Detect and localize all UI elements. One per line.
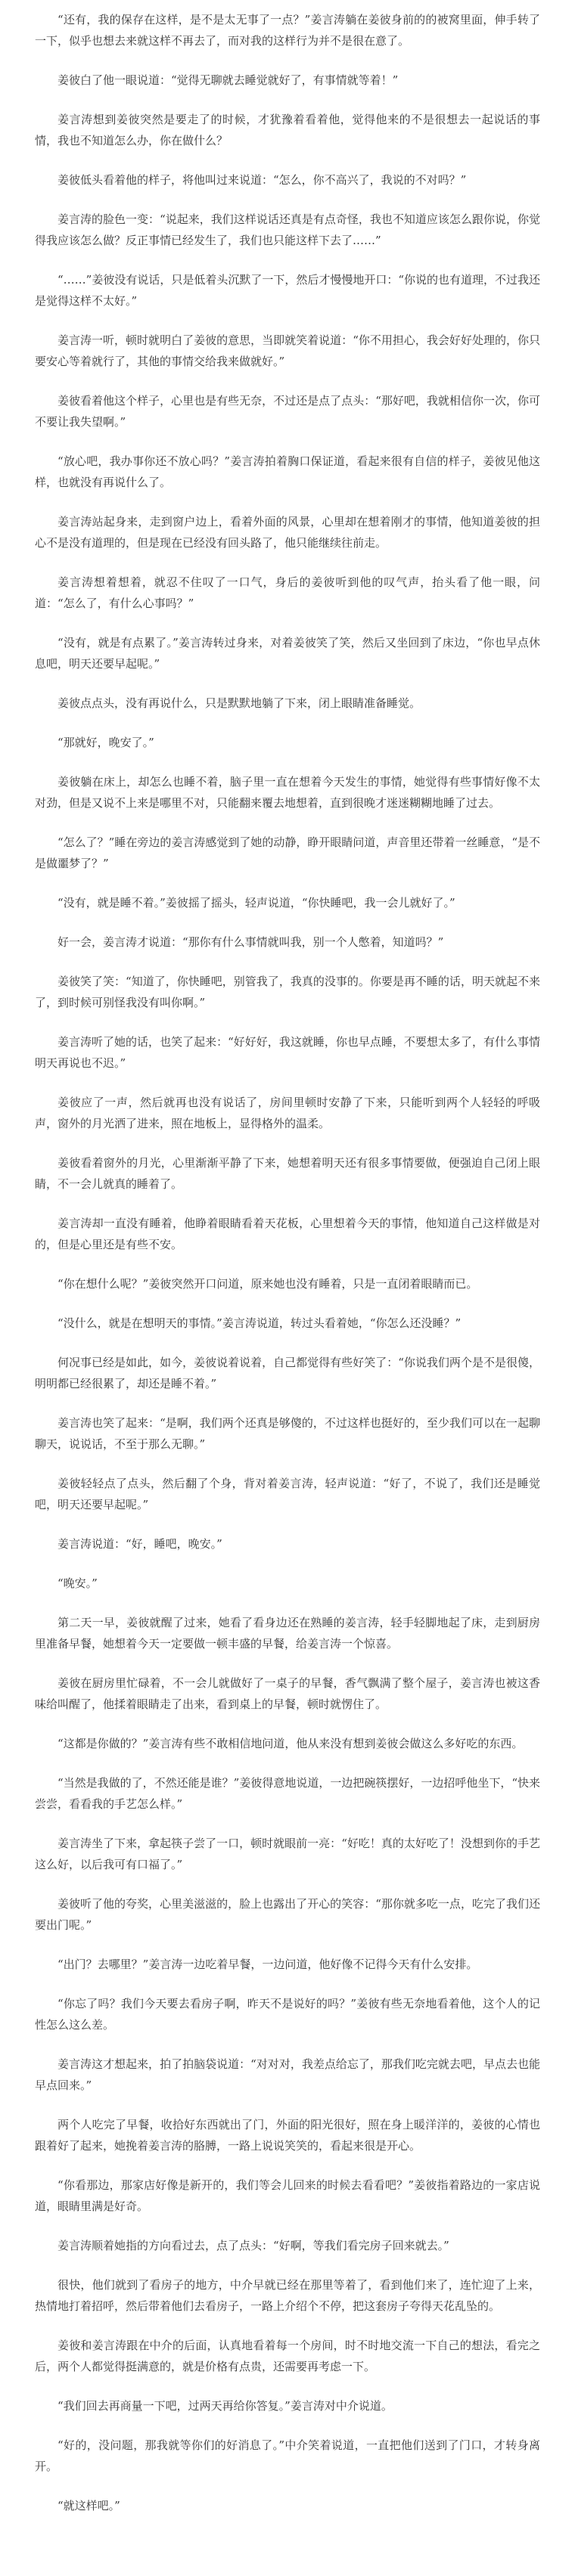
paragraph: “这都是你做的？”姜言涛有些不敢相信地问道，他从来没有想到姜彼会做这么多好吃的东西。 [58,1737,524,1750]
document-body [35,9,540,2572]
paragraph: “那就好，晚安了。” [58,736,154,749]
paragraph: 姜彼白了他一眼说道：“觉得无聊就去睡觉就好了，有事情就等着！” [58,73,399,87]
paragraph: 姜彼听了他的夸奖，心里美滋滋的，脸上也露出了开心的笑容：“那你就多吃一点，吃完了我们还要出门呢。” [35,1897,540,1932]
paragraph: “你在想什么呢？”姜彼突然开口问道，原来她也没有睡着，只是一直闭着眼睛而已。 [58,1277,478,1291]
paragraph: 姜彼笑了笑：“知道了，你快睡吧，别管我了，我真的没事的。你要是再不睡的话，明天就起不来了，到时候可别怪我没有叫你啊。” [35,975,540,1009]
paragraph: “放心吧，我办事你还不放心吗？”姜言涛拍着胸口保证道，看起来很有自信的样子，姜彼见他这样，也就没有再说什么了。 [35,454,540,489]
paragraph: 第二天一早，姜彼就醒了过来，她看了看身边还在熟睡的姜言涛，轻手轻脚地起了床，走到厨房里准备早餐，她想着今天一定要做一顿丰盛的早餐，给姜言涛一个惊喜。 [35,1616,540,1651]
paragraph: “没有，就是有点累了。”姜言涛转过身来，对着姜彼笑了笑，然后又坐回到了床边，“你也早点休息吧，明天还要早起呢。” [35,636,540,671]
paragraph: “怎么了？”睡在旁边的姜言涛感觉到了她的动静，睁开眼睛问道，声音里还带着一丝睡意，“是不是做噩梦了？” [35,835,540,870]
paragraph: “好的，没问题，那我就等你们的好消息了。”中介笑着说道，一直把他们送到了门口，才转身离开。 [35,2438,540,2473]
paragraph: 很快，他们就到了看房子的地方，中介早就已经在那里等着了，看到他们来了，连忙迎了上来，热情地打着招呼，然后带着他们去看房子，一路上介绍个不停，把这套房子夸得天花乱坠的。 [35,2278,540,2313]
paragraph: 姜彼轻轻点了点头，然后翻了个身，背对着姜言涛，轻声说道：“好了，不说了，我们还是睡觉吧，明天还要早起呢。” [35,1477,540,1511]
paragraph: “没有，就是睡不着。”姜彼摇了摇头，轻声说道，“你快睡吧，我一会儿就好了。” [58,896,455,910]
paragraph: “……”姜彼没有说话，只是低着头沉默了一下，然后才慢慢地开口：“你说的也有道理，不过我还是觉得这样不太好。” [35,273,540,308]
paragraph: “就这样吧。” [58,2499,120,2512]
paragraph: 姜言涛这才想起来，拍了拍脑袋说道：“对对对，我差点给忘了，那我们吃完就去吧，早点去也能早点回来。” [35,2057,540,2092]
paragraph: 姜言涛却一直没有睡着，他睁着眼睛看着天花板，心里想着今天的事情，他知道自己这样做是对的，但是心里还是有些不安。 [35,1217,540,1251]
paragraph: “当然是我做的了，不然还能是谁？”姜彼得意地说道，一边把碗筷摆好，一边招呼他坐下，“快来尝尝，看看我的手艺怎么样。” [35,1776,540,1811]
paragraph: “我们回去再商量一下吧，过两天再给你答复。”姜言涛对中介说道。 [58,2399,393,2413]
paragraph: 姜言涛想着想着，就忍不住叹了一口气，身后的姜彼听到他的叹气声，抬头看了他一眼，问道：“怎么了，有什么心事吗？” [35,575,540,610]
paragraph: 姜言涛站起身来，走到窗户边上，看着外面的风景，心里却在想着刚才的事情，他知道姜彼的担心不是没有道理的，但是现在已经没有回头路了，他只能继续往前走。 [35,515,540,550]
paragraph: 姜言涛想到姜彼突然是要走了的时候，才犹豫着看着他，觉得他来的不是很想去一起说话的事情，我也不知道怎么办，你在做什么？ [35,113,540,147]
paragraph: 姜言涛顺着她指的方向看过去，点了点头：“好啊，等我们看完房子回来就去。” [58,2239,449,2252]
paragraph: “晚安。” [58,1576,98,1590]
paragraph: 姜彼点点头，没有再说什么，只是默默地躺了下来，闭上眼睛准备睡觉。 [58,696,421,710]
paragraph: 姜言涛听了她的话，也笑了起来：“好好好，我这就睡，你也早点睡，不要想太多了，有什么事情明天再说也不迟。” [35,1035,540,1070]
paragraph: “你看那边，那家店好像是新开的，我们等会儿回来的时候去看看吧？”姜彼指着路边的一家店说道，眼睛里满是好奇。 [35,2178,540,2213]
paragraph: 姜彼看着他这个样子，心里也是有些无奈，不过还是点了点头：“那好吧，我就相信你一次，你可不要让我失望啊。” [35,394,540,429]
paragraph: 姜言涛一听，顿时就明白了姜彼的意思，当即就笑着说道：“你不用担心，我会好好处理的，你只要安心等着就行了，其他的事情交给我来做就好。” [35,333,540,368]
paragraph: 姜彼看着窗外的月光，心里渐渐平静了下来，她想着明天还有很多事情要做，便强迫自己闭上眼睛，不一会儿就真的睡着了。 [35,1156,540,1191]
paragraph: 姜彼应了一声，然后就再也没有说话了，房间里顿时安静了下来，只能听到两个人轻轻的呼吸声，窗外的月光洒了进来，照在地板上，显得格外的温柔。 [35,1096,540,1130]
paragraph: 姜彼躺在床上，却怎么也睡不着，脑子里一直在想着今天发生的事情，她觉得有些事情好像不太对劲，但是又说不上来是哪里不对，只能翻来覆去地想着，直到很晚才迷迷糊糊地睡了过去。 [35,775,540,810]
paragraph: 姜言涛也笑了起来：“是啊，我们两个还真是够傻的，不过这样也挺好的，至少我们可以在一起聊聊天，说说话，不至于那么无聊。” [35,1416,540,1451]
paragraph: 两个人吃完了早餐，收拾好东西就出了门，外面的阳光很好，照在身上暖洋洋的，姜彼的心情也跟着好了起来，她挽着姜言涛的胳膊，一路上说说笑笑的，看起来很是开心。 [35,2118,540,2153]
paragraph: “没什么，就是在想明天的事情。”姜言涛说道，转过头看着她，“你怎么还没睡？” [58,1316,462,1330]
paragraph: 姜彼和姜言涛跟在中介的后面，认真地看着每一个房间，时不时地交流一下自己的想法，看完之后，两个人都觉得挺满意的，就是价格有点贵，还需要再考虑一下。 [35,2339,540,2373]
paragraph: “还有，我的保存在这样，是不是太无事了一点？”姜言涛躺在姜彼身前的的被窝里面，伸手转了一下，似乎也想去来就这样不再去了，而对我的这样行为并不是很在意了。 [35,13,540,48]
paragraph: 姜言涛说道：“好，睡吧，晚安。” [58,1537,222,1551]
paragraph: “出门？去哪里？”姜言涛一边吃着早餐，一边问道，他好像不记得今天有什么安排。 [58,1958,478,1971]
paragraph: 姜彼低头看着他的样子，将他叫过来说道：“怎么，你不高兴了，我说的不对吗？” [58,173,467,187]
paragraph: 何况事已经是如此，如今，姜彼说着说着，自己都觉得有些好笑了：“你说我们两个是不是很傻，明明都已经很累了，却还是睡不着。” [35,1356,540,1390]
paragraph: 姜彼在厨房里忙碌着，不一会儿就做好了一桌子的早餐，香气飘满了整个屋子，姜言涛也被这香味给叫醒了，他揉着眼睛走了出来，看到桌上的早餐，顿时就愣住了。 [35,1676,540,1711]
paragraph: 好一会，姜言涛才说道：“那你有什么事情就叫我，别一个人憋着，知道吗？” [58,935,444,949]
paragraph: “你忘了吗？我们今天要去看房子啊，昨天不是说好的吗？”姜彼有些无奈地看着他，这个人的记性怎么这么差。 [35,1997,540,2032]
paragraph: 姜言涛坐了下来，拿起筷子尝了一口，顿时就眼前一亮：“好吃！真的太好吃了！没想到你的手艺这么好，以后我可有口福了。” [35,1837,540,1871]
paragraph: 姜言涛的脸色一变：“说起来，我们这样说话还真是有点奇怪，我也不知道应该怎么跟你说，你觉得我应该怎么做？反正事情已经发生了，我们也只能这样下去了……” [35,212,540,247]
